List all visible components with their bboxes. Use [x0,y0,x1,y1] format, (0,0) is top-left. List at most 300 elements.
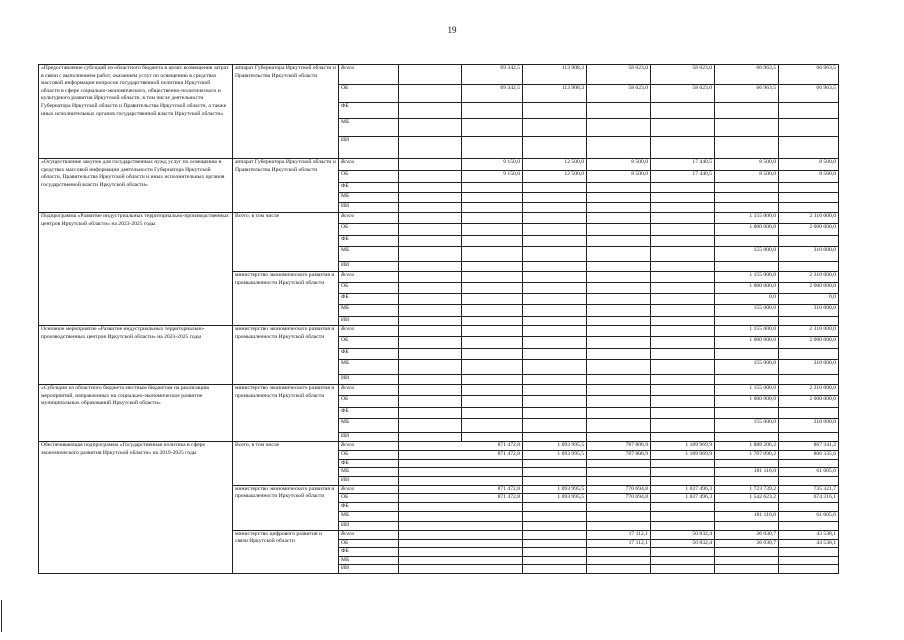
value-cell [715,521,779,530]
value-cell [399,183,462,193]
value-cell [462,375,523,385]
funding-source-cell: МБ [339,360,399,375]
value-cell [587,203,651,213]
value-cell [399,360,462,375]
value-cell [462,349,523,360]
value-cell [462,272,523,283]
table-row [39,326,839,337]
funding-source-cell: ИИ [339,137,399,159]
value-cell: 181 116,0 [715,511,779,521]
value-cell: 2 000 000,0 [779,396,839,408]
value-cell [399,272,462,283]
table-row [39,213,839,224]
value-cell [587,360,651,375]
value-cell: 871 472,8 [399,442,523,451]
value-cell [715,183,779,193]
value-cell: 806 335,6 [779,451,839,460]
value-cell: 8 500,0 [779,159,839,171]
value-cell [587,305,651,317]
funding-source-cell: ФБ [339,459,399,468]
measure-name: «Субсидии из областного бюджета местным бюджетам на реализацию мероприятий, направленных на социально-экономическое развитие муниципальных образований Иркутской области» [39,385,233,442]
measure-name: Обеспечивающая подпрограмма «Государственная политика в сфере экономического развития Иркутской области» на 2019-2025 годы [39,442,233,574]
value-cell: 155 000,0 [715,305,779,317]
value-cell: 1 707 090,2 [715,451,779,460]
value-cell [587,433,651,442]
value-cell: 2 000 000,0 [779,337,839,349]
value-cell [399,159,462,171]
funding-source-cell: Всего [339,385,399,396]
value-cell [462,317,523,326]
value-cell [779,565,839,574]
value-cell [651,556,715,565]
funding-source-cell: МБ [339,119,399,137]
funding-source-cell: ФБ [339,236,399,247]
value-cell [779,548,839,557]
value-cell [399,171,462,183]
value-cell [462,360,523,375]
value-cell [399,119,462,137]
value-cell [715,203,779,213]
value-cell [779,317,839,326]
value-cell [399,433,462,442]
value-cell [651,349,715,360]
value-cell [587,213,651,224]
value-cell: 17 440,5 [651,171,715,183]
value-cell: 113 908,3 [523,85,587,103]
value-cell [523,224,587,236]
measure-name: «Осуществление закупок для государственных нужд услуг по освещению в средствах массовой информации деятельности Губернатора Иркутской области, Правительства Иркутской области и иных исполнительных органов государственной власти Иркутской области» [39,159,233,213]
value-cell [399,477,523,486]
value-cell [587,183,651,193]
value-cell: 8 500,0 [779,171,839,183]
value-cell [523,305,587,317]
value-cell [523,530,587,539]
value-cell: 310 000,0 [779,247,839,262]
value-cell [523,503,587,512]
value-cell: 1 000 000,0 [715,337,779,349]
value-cell [523,137,587,159]
value-cell [523,272,587,283]
value-cell: 113 908,3 [523,65,587,85]
executor-cell: министерство экономического развития и промышленности Иркутской области [233,385,339,442]
value-cell [523,433,587,442]
funding-source-cell: ФБ [339,503,399,512]
value-cell [462,283,523,294]
value-cell [779,521,839,530]
value-cell [651,119,715,137]
value-cell: 58 023,0 [651,85,715,103]
value-cell [779,503,839,512]
value-cell [587,103,651,119]
value-cell [399,375,462,385]
funding-source-cell: ОБ [339,337,399,349]
value-cell [587,262,651,272]
value-cell [651,385,715,396]
value-cell [715,503,779,512]
value-cell [779,477,839,486]
value-cell: 155 000,0 [715,419,779,433]
value-cell [523,565,587,574]
value-cell: 1 093 995,5 [523,485,587,494]
value-cell [715,556,779,565]
value-cell [779,137,839,159]
value-cell [651,193,715,203]
value-cell [587,193,651,203]
value-cell [462,103,523,119]
value-cell [651,337,715,349]
value-cell: 43 538,1 [779,539,839,548]
value-cell: 2 000 000,0 [779,224,839,236]
budget-table [38,64,839,574]
value-cell [587,247,651,262]
value-cell: 310 000,0 [779,305,839,317]
value-cell [779,556,839,565]
value-cell: 1 000 000,0 [715,224,779,236]
value-cell [651,103,715,119]
value-cell [462,213,523,224]
value-cell [462,326,523,337]
value-cell [587,556,651,565]
value-cell: 69 342,5 [462,65,523,85]
funding-source-cell: ОБ [339,85,399,103]
value-cell: 1 037 496,3 [651,485,715,494]
value-cell [779,236,839,247]
value-cell [651,294,715,305]
value-cell: 8 500,0 [715,171,779,183]
value-cell [651,360,715,375]
value-cell [587,349,651,360]
funding-source-cell: МБ [339,305,399,317]
funding-source-cell: ИИ [339,375,399,385]
measure-name: Основное мероприятие «Развитие индустриальных территориально-производственных центров Иркутской области» на 2023-2025 годы [39,326,233,385]
value-cell: 58 023,0 [651,65,715,85]
value-cell [715,103,779,119]
value-cell: 1 000 000,0 [715,283,779,294]
value-cell [651,272,715,283]
value-cell [587,317,651,326]
value-cell [651,326,715,337]
value-cell: 1 093 995,5 [523,442,587,451]
value-cell [462,396,523,408]
value-cell: 0,0 [779,294,839,305]
value-cell [399,65,462,85]
value-cell [523,193,587,203]
value-cell [779,203,839,213]
value-cell: 17 112,1 [587,530,651,539]
value-cell [399,349,462,360]
value-cell: 36 030,7 [715,530,779,539]
value-cell [399,548,523,557]
value-cell [462,119,523,137]
value-cell [399,511,523,521]
funding-source-cell: ФБ [339,183,399,193]
funding-source-cell: ОБ [339,494,399,503]
executor-cell: министерство экономического развития и промышленности Иркутской области [233,326,339,385]
funding-source-cell: Всего [339,213,399,224]
value-cell [399,203,462,213]
value-cell: 66 963,5 [715,85,779,103]
value-cell: 787 806,9 [587,451,651,460]
value-cell [587,419,651,433]
value-cell [399,396,462,408]
value-cell [523,360,587,375]
value-cell [587,283,651,294]
value-cell [399,565,523,574]
value-cell [587,503,651,512]
table-row [39,159,839,171]
value-cell [399,305,462,317]
funding-source-cell: ИИ [339,521,399,530]
value-cell [587,396,651,408]
funding-source-cell: МБ [339,247,399,262]
value-cell [523,539,587,548]
funding-source-cell: МБ [339,468,399,477]
value-cell: 770 694,8 [587,494,651,503]
table-row [39,442,839,451]
value-cell [587,565,651,574]
funding-source-cell: ИИ [339,433,399,442]
value-cell: 8 500,0 [715,159,779,171]
measure-name: «Предоставление субсидий из областного бюджета в целях возмещения затрат в связи с выполнением работ, оказанием услуг по освещению в средствах массовой информации вопросов государственной политики Иркутской области в сфере социально-экономического, общественно-политического и культурного развития Иркутской области, в том числе деятельности Губернатора Иркутской области и Правительства Иркутской области, а также иных исполнительных органов государственной власти Иркутской области» [39,65,233,159]
value-cell [462,137,523,159]
value-cell [715,375,779,385]
funding-source-cell: ФБ [339,103,399,119]
value-cell [587,119,651,137]
executor-cell: Всего, в том числе [233,442,339,486]
funding-source-cell: МБ [339,193,399,203]
funding-source-cell: ФБ [339,408,399,419]
value-cell: 61 005,6 [779,468,839,477]
value-cell: 1 155 000,0 [715,213,779,224]
value-cell: 61 005,6 [779,511,839,521]
funding-source-cell: Всего [339,530,399,539]
value-cell [651,262,715,272]
value-cell: 43 538,1 [779,530,839,539]
value-cell [399,408,462,419]
value-cell: 1 542 623,2 [715,494,779,503]
value-cell: 735 321,7 [779,485,839,494]
value-cell [399,503,523,512]
value-cell [779,119,839,137]
value-cell [587,511,651,521]
value-cell: 2 000 000,0 [779,283,839,294]
value-cell [462,236,523,247]
funding-source-cell: МБ [339,556,399,565]
value-cell [399,85,462,103]
value-cell [587,236,651,247]
value-cell [462,294,523,305]
value-cell: 310 000,0 [779,419,839,433]
value-cell: 1 093 995,5 [523,451,587,460]
funding-source-cell: Всего [339,326,399,337]
value-cell [651,203,715,213]
value-cell [523,337,587,349]
value-cell [462,183,523,193]
value-cell: 8 500,0 [587,159,651,171]
value-cell [462,262,523,272]
value-cell: 1 888 206,2 [715,442,779,451]
value-cell [523,294,587,305]
value-cell: 58 023,0 [587,85,651,103]
value-cell: 770 694,8 [587,485,651,494]
value-cell: 1 000 000,0 [715,396,779,408]
value-cell: 867 341,2 [779,442,839,451]
scan-margin-mark [1,600,2,632]
value-cell: 155 000,0 [715,360,779,375]
value-cell [651,468,715,477]
value-cell: 787 806,9 [587,442,651,451]
value-cell [651,247,715,262]
value-cell [462,224,523,236]
value-cell: 155 000,0 [715,247,779,262]
value-cell: 1 093 995,5 [523,494,587,503]
value-cell [779,408,839,419]
value-cell: 1 155 000,0 [715,326,779,337]
value-cell [779,183,839,193]
value-cell [587,294,651,305]
value-cell: 12 500,0 [523,171,587,183]
value-cell [523,396,587,408]
executor-cell: Всего, в том числе [233,213,339,272]
value-cell [462,305,523,317]
funding-source-cell: ОБ [339,171,399,183]
value-cell [523,419,587,433]
value-cell [462,203,523,213]
measure-name: Подпрограмма «Развитие индустриальных территориально-производственных центров Иркутской области» на 2023-2025 годы [39,213,233,326]
value-cell [587,548,651,557]
funding-source-cell: Всего [339,442,399,451]
value-cell: 871 472,8 [399,485,523,494]
value-cell [651,511,715,521]
value-cell: 50 832,4 [651,530,715,539]
value-cell [523,556,587,565]
value-cell: 2 310 000,0 [779,272,839,283]
value-cell [399,213,462,224]
value-cell: 0,0 [715,294,779,305]
funding-source-cell: Всего [339,159,399,171]
value-cell [587,224,651,236]
value-cell: 66 963,5 [715,65,779,85]
executor-cell: аппарат Губернатора Иркутской области и Правительства Иркутской области [233,159,339,213]
value-cell [523,385,587,396]
value-cell: 8 500,0 [587,171,651,183]
value-cell: 66 963,5 [779,85,839,103]
value-cell [715,565,779,574]
value-cell [523,213,587,224]
value-cell [587,375,651,385]
value-cell [523,283,587,294]
value-cell [587,459,651,468]
value-cell [715,433,779,442]
value-cell [651,305,715,317]
funding-source-cell: ФБ [339,548,399,557]
value-cell [779,262,839,272]
value-cell [399,337,462,349]
value-cell [587,137,651,159]
value-cell [462,247,523,262]
value-cell [715,262,779,272]
funding-source-cell: ИИ [339,477,399,486]
funding-source-cell: ИИ [339,317,399,326]
value-cell [779,375,839,385]
value-cell [399,419,462,433]
value-cell: 9 150,0 [462,159,523,171]
value-cell [523,203,587,213]
table-row [39,65,839,85]
page-number: 19 [447,25,457,35]
value-cell [587,385,651,396]
value-cell: 1 037 496,3 [651,494,715,503]
value-cell [523,468,587,477]
funding-source-cell: ФБ [339,294,399,305]
value-cell [779,433,839,442]
value-cell: 17 112,1 [587,539,651,548]
value-cell [651,419,715,433]
value-cell [715,349,779,360]
funding-source-cell: ИИ [339,203,399,213]
funding-source-cell: Всего [339,272,399,283]
value-cell [399,236,462,247]
funding-source-cell: ИИ [339,262,399,272]
value-cell [651,503,715,512]
value-cell [399,224,462,236]
value-cell [715,477,779,486]
value-cell [651,183,715,193]
value-cell [399,326,462,337]
value-cell [715,119,779,137]
value-cell [523,326,587,337]
value-cell [587,468,651,477]
value-cell [651,408,715,419]
value-cell: 871 472,8 [399,494,523,503]
value-cell [651,236,715,247]
value-cell: 2 310 000,0 [779,213,839,224]
value-cell [399,468,523,477]
value-cell [462,433,523,442]
value-cell [399,385,462,396]
value-cell: 12 500,0 [523,159,587,171]
value-cell [523,521,587,530]
value-cell [399,294,462,305]
value-cell [523,183,587,193]
value-cell [462,408,523,419]
value-cell [779,459,839,468]
value-cell: 1 155 000,0 [715,272,779,283]
value-cell [523,103,587,119]
funding-source-cell: ОБ [339,539,399,548]
value-cell [399,283,462,294]
value-cell [462,337,523,349]
value-cell [399,539,523,548]
value-cell [651,375,715,385]
value-cell [587,408,651,419]
value-cell [399,247,462,262]
value-cell [651,433,715,442]
value-cell: 674 316,1 [779,494,839,503]
funding-source-cell: ОБ [339,283,399,294]
value-cell [523,262,587,272]
funding-source-cell: ФБ [339,349,399,360]
value-cell [399,193,462,203]
value-cell [651,317,715,326]
value-cell [715,317,779,326]
value-cell [651,213,715,224]
funding-source-cell: ОБ [339,224,399,236]
value-cell [587,521,651,530]
value-cell [399,556,523,565]
value-cell [399,530,523,539]
value-cell [715,548,779,557]
